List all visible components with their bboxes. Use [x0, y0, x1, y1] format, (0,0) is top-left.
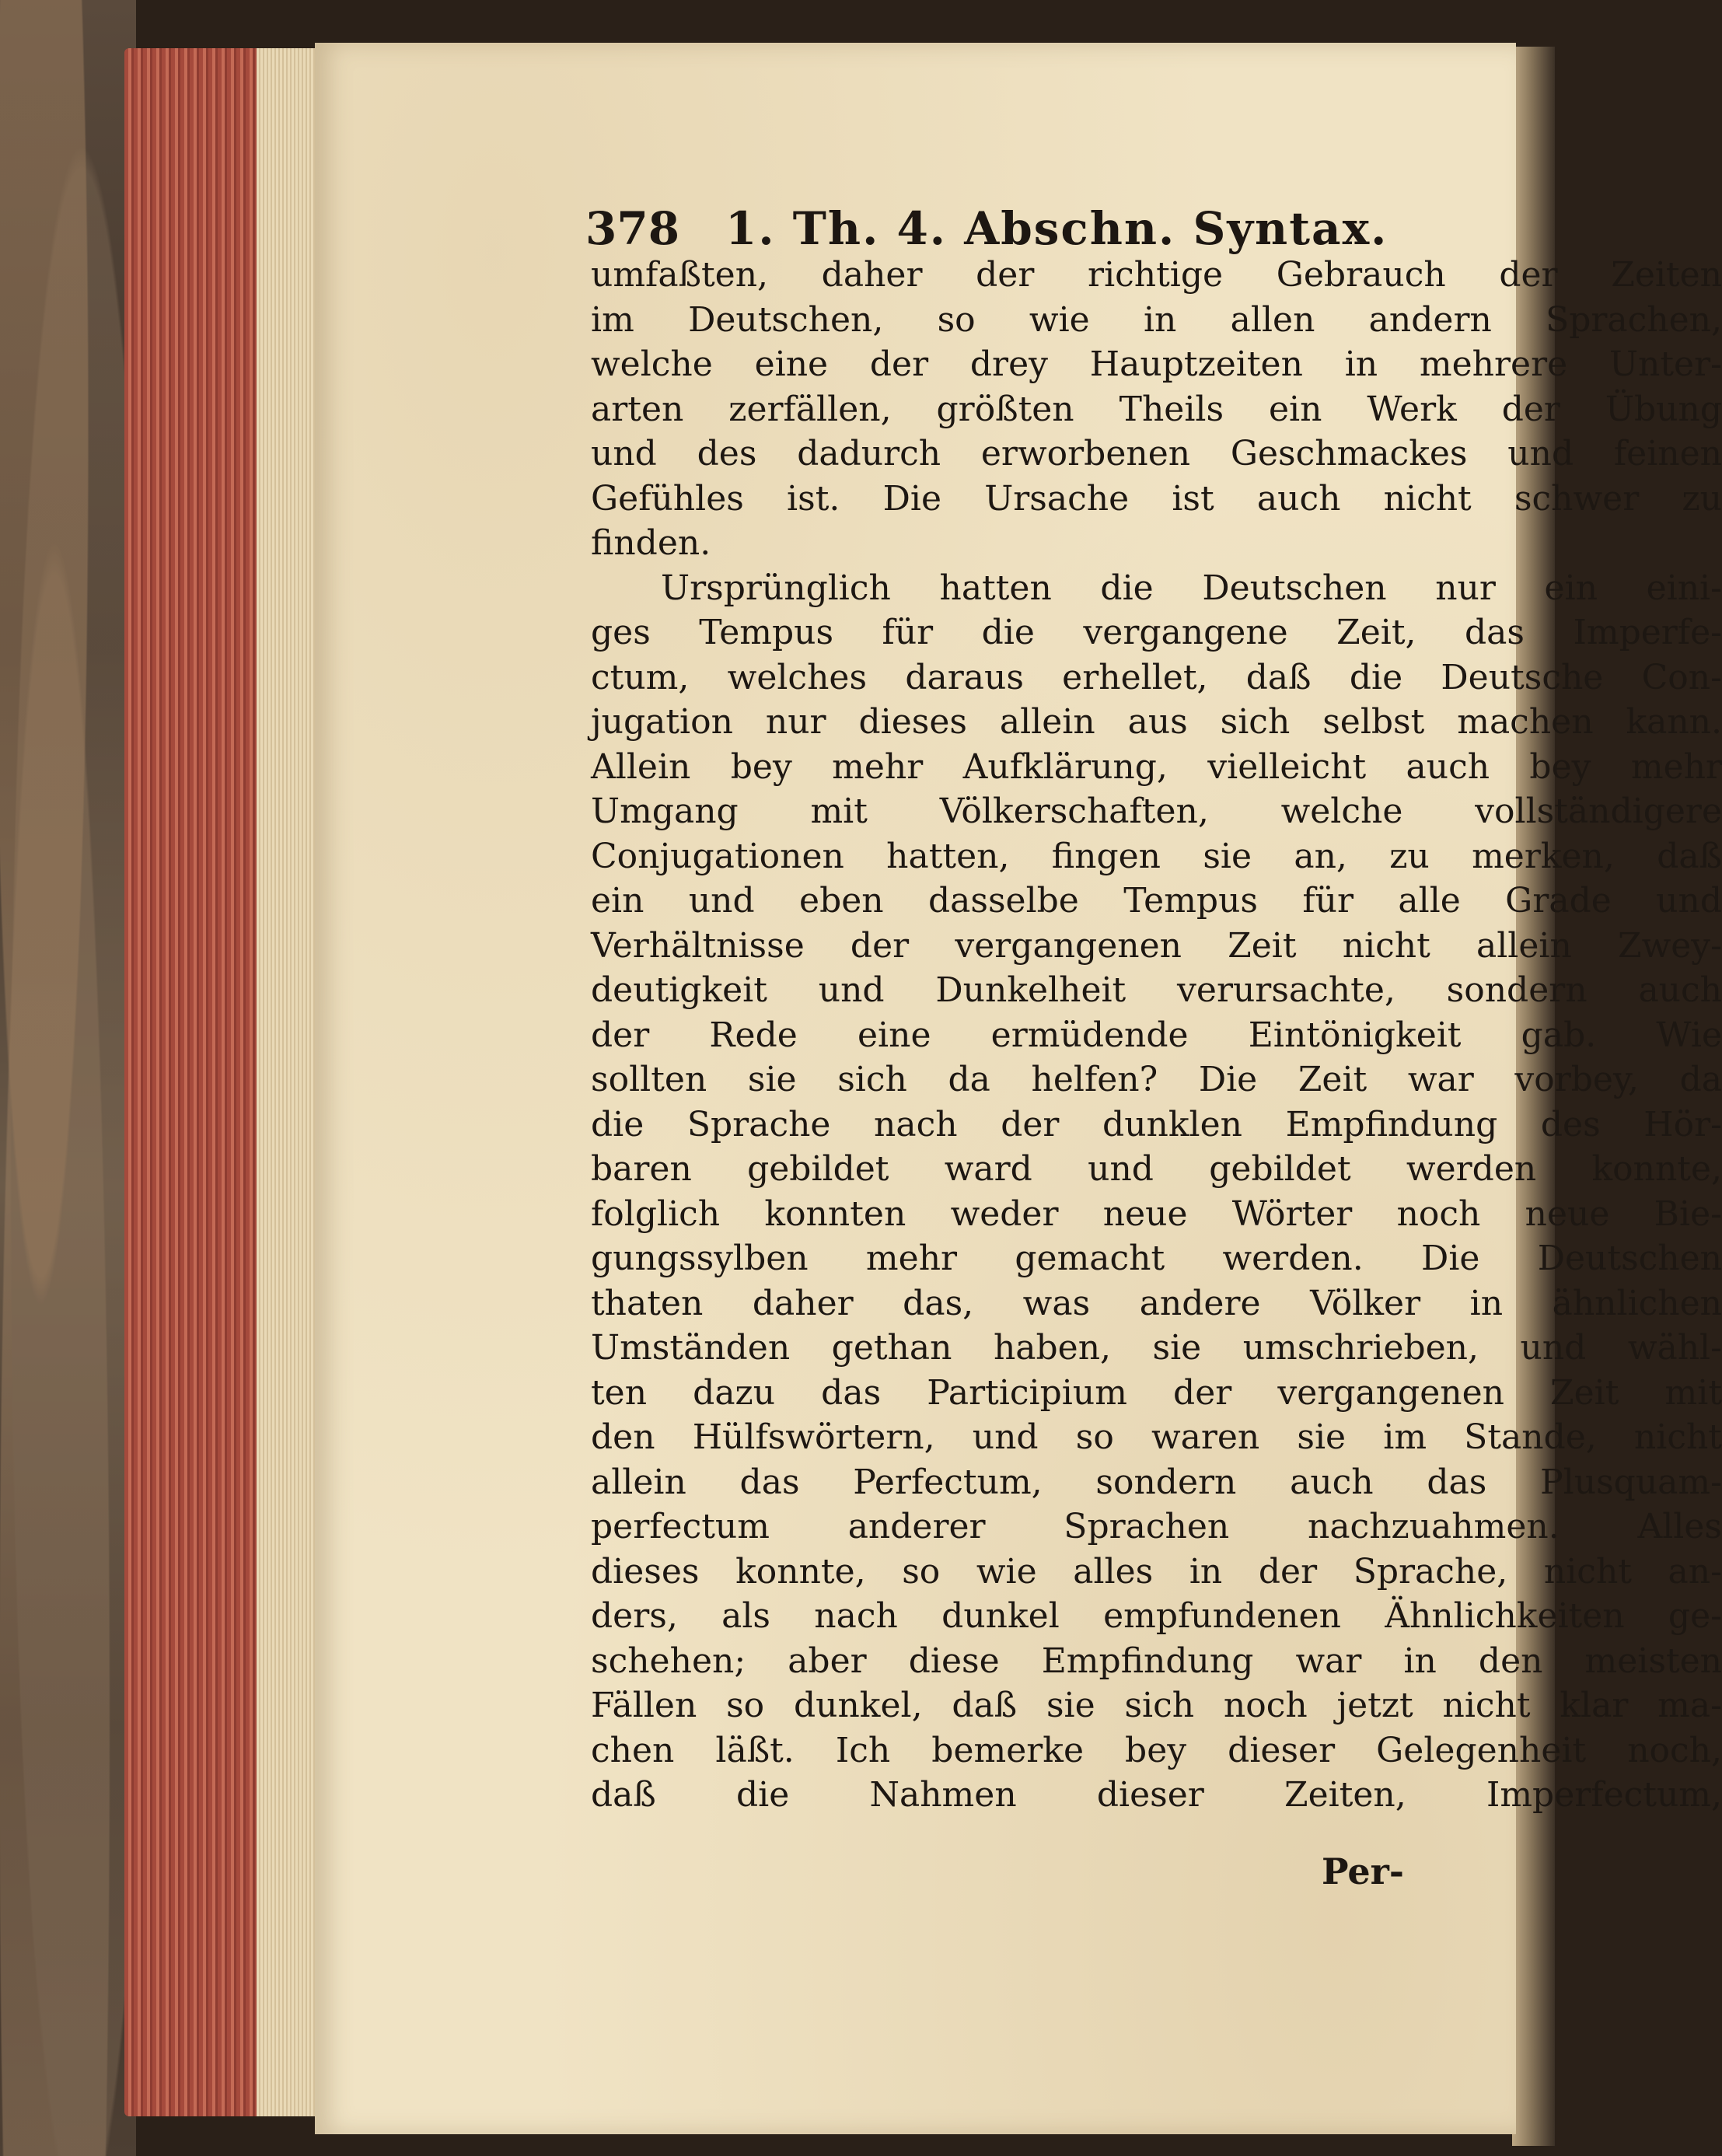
text-line: arten zerfällen, größten Theils ein Werk der Übung: [591, 389, 1722, 429]
text-line: Allein bey mehr Aufklärung, vielleicht auch bey mehr: [591, 746, 1722, 787]
body-text: [591, 253, 1722, 1818]
text-line: schehen; aber diese Empfindung war in den meisten: [591, 1641, 1722, 1681]
paragraph: [591, 253, 1722, 566]
text-line: die Sprache nach der dunklen Empfindung des Hör-: [591, 1104, 1722, 1144]
text-line: Ursprünglich hatten die Deutschen nur ein eini-: [661, 568, 1722, 608]
text-line: ges Tempus für die vergangene Zeit, das Imperfe-: [591, 613, 1722, 652]
text-line: sollten sie sich da helfen? Die Zeit war vorbey, da: [591, 1060, 1722, 1099]
text-line: daß die Nahmen dieser Zeiten, Imperfectum,: [591, 1775, 1722, 1815]
text-line: ders, als nach dunkel empfundenen Ähnlichkeiten ge-: [591, 1596, 1722, 1636]
text-line: Verhältnisse der vergangenen Zeit nicht allein Zwey-: [591, 925, 1722, 966]
paragraph: [591, 566, 1722, 1818]
text-line: Fällen so dunkel, daß sie sich noch jetzt nicht klar ma-: [591, 1686, 1722, 1725]
text-line: der Rede eine ermüdende Eintönigkeit gab. Wie: [591, 1015, 1722, 1055]
catchword: Per-: [1322, 1850, 1404, 1892]
text-line: thaten daher das, was andere Völker in ähnlichen: [591, 1283, 1722, 1323]
text-line: gungssylben mehr gemacht werden. Die Deutschen: [591, 1239, 1722, 1278]
book-cover: [0, 0, 136, 2156]
page-number: 378: [585, 202, 680, 255]
text-line: dieses konnte, so wie alles in der Sprache, nicht an-: [591, 1551, 1722, 1592]
text-line: perfectum anderer Sprachen nachzuahmen. Alles: [591, 1507, 1722, 1546]
text-line: ctum, welches daraus erhellet, daß die Deutsche Con-: [591, 657, 1722, 697]
text-line: im Deutschen, so wie in allen andern Sprachen,: [591, 299, 1722, 340]
text-line: den Hülfswörtern, und so waren sie im Stande, nicht: [591, 1417, 1722, 1457]
text-line: ein und eben dasselbe Tempus für alle Grade und: [591, 881, 1722, 921]
text-line: Conjugationen hatten, fingen sie an, zu merken, daß: [591, 836, 1722, 876]
text-line: welche eine der drey Hauptzeiten in mehrere Unter-: [591, 344, 1722, 384]
text-line: Umgang mit Völkerschaften, welche vollständigere: [591, 791, 1722, 831]
text-line: ten dazu das Participium der vergangenen Zeit mit: [591, 1372, 1722, 1413]
text-line: umfaßten, daher der richtige Gebrauch der Zeiten: [591, 255, 1722, 295]
text-line: und des dadurch erworbenen Geschmackes und feinen: [591, 434, 1722, 473]
running-title: 1. Th. 4. Abschn. Syntax.: [725, 202, 1388, 255]
text-line: baren gebildet ward und gebildet werden konnte,: [591, 1149, 1722, 1189]
text-line: allein das Perfectum, sondern auch das Plusquam-: [591, 1462, 1722, 1502]
text-line: chen läßt. Ich bemerke bey dieser Gelegenheit noch,: [591, 1730, 1722, 1770]
text-line: finden.: [591, 523, 711, 563]
text-line: Umständen gethan haben, sie umschrieben, und wähl-: [591, 1328, 1722, 1368]
page-edges-inner: [257, 48, 319, 2116]
text-line: deutigkeit und Dunkelheit verursachte, sondern auch: [591, 970, 1722, 1010]
text-line: Gefühles ist. Die Ursache ist auch nicht schwer zu: [591, 478, 1722, 519]
text-line: folglich konnten weder neue Wörter noch neue Bie-: [591, 1193, 1722, 1234]
text-line: jugation nur dieses allein aus sich selbst machen kann.: [591, 702, 1722, 742]
